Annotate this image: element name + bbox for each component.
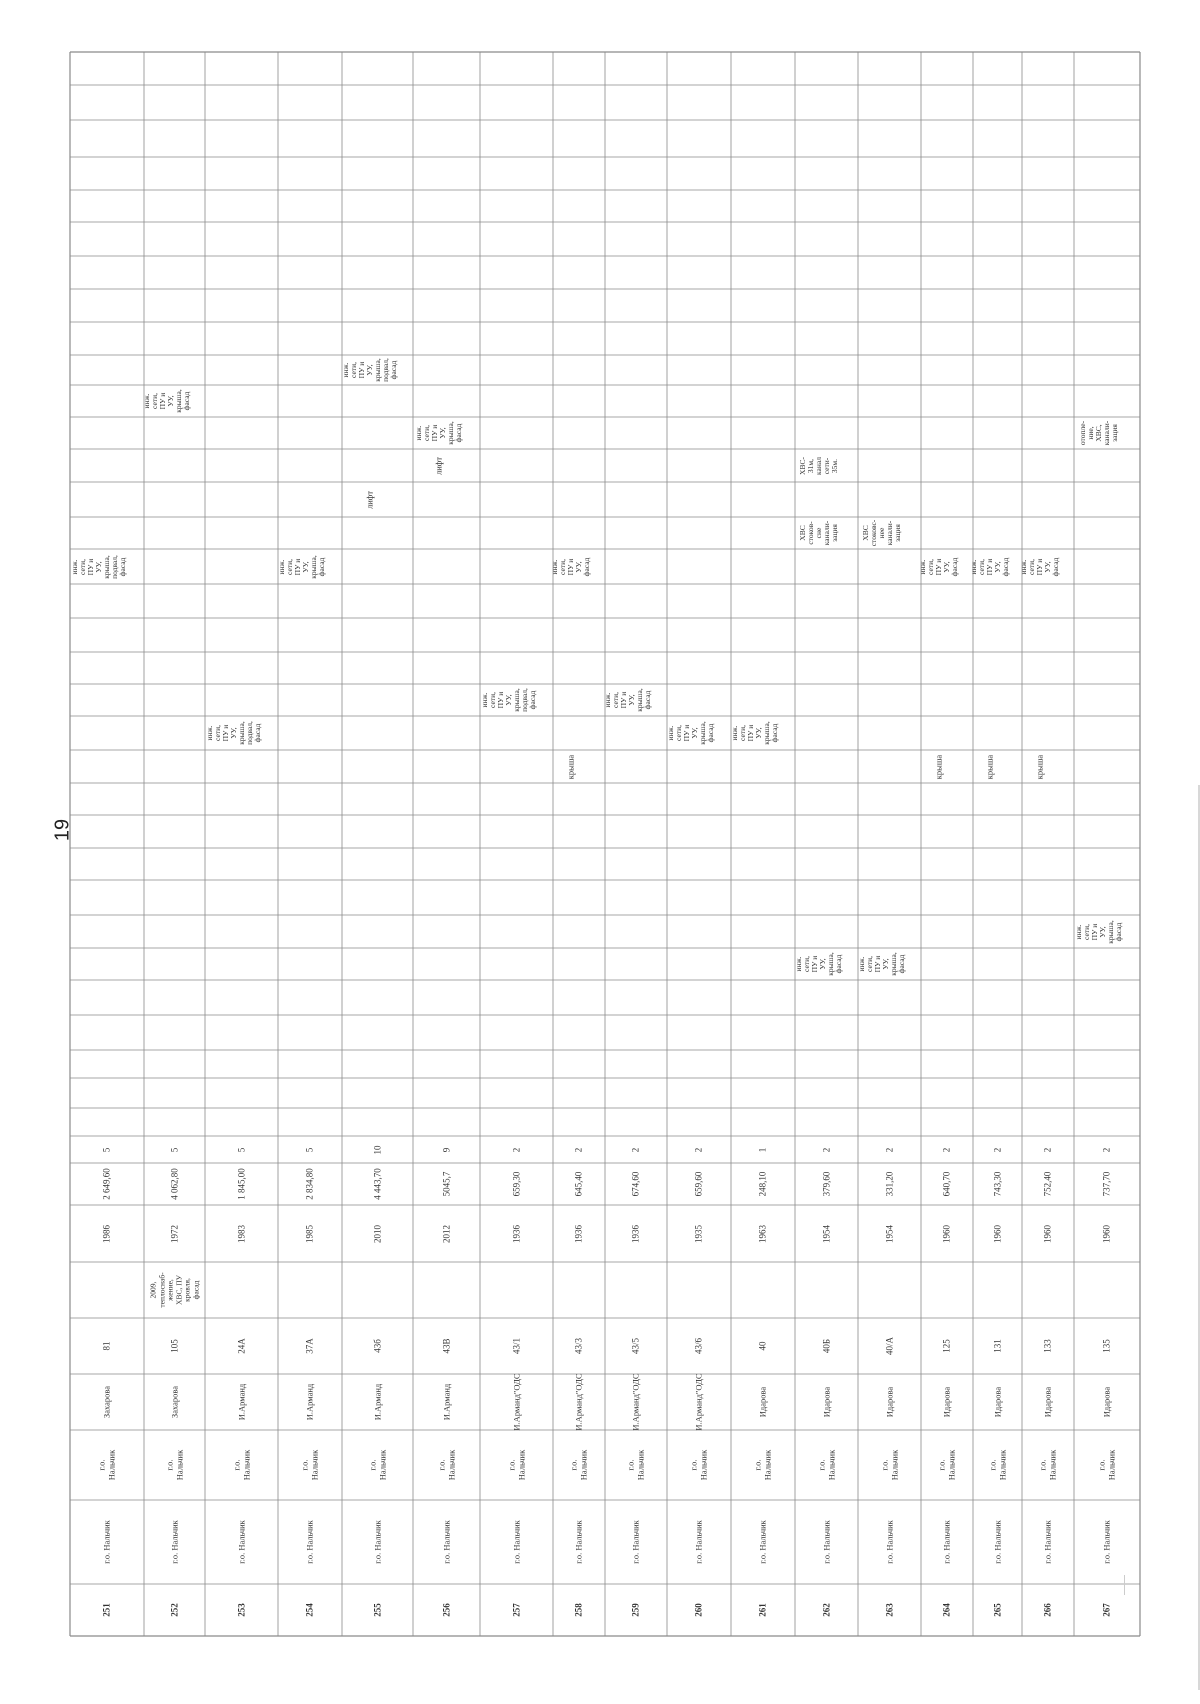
row-number: 254 bbox=[304, 1603, 315, 1617]
work-type-cell: инж. сети, ПУ и УУ, крыша, подвал, фасад bbox=[479, 688, 537, 712]
house-number-cell: 133 bbox=[1042, 1339, 1053, 1353]
area-cell: 737,70 bbox=[1101, 1171, 1112, 1197]
build-year-cell: 1960 bbox=[941, 1224, 952, 1243]
row-number: 256 bbox=[440, 1603, 451, 1617]
locality-cell: г.о. Нальчик bbox=[688, 1449, 708, 1481]
area-cell: 640,70 bbox=[941, 1171, 952, 1197]
build-year-cell: 1954 bbox=[820, 1224, 831, 1243]
floors-cell: 2 bbox=[693, 1147, 704, 1152]
work-type-cell: крыша bbox=[565, 754, 576, 779]
locality-cell: г.о. Нальчик bbox=[506, 1449, 526, 1481]
build-year-cell: 1972 bbox=[168, 1224, 179, 1243]
street-cell: И.Арманд"ОДС bbox=[693, 1373, 704, 1431]
work-type-cell: отопле- ние, ХВС, канали- зация bbox=[1078, 420, 1119, 446]
row-number: 257 bbox=[510, 1603, 521, 1617]
work-type-cell: инж. сети, ПУ и УУ, крыша, фасад bbox=[730, 721, 779, 745]
locality-cell: г.о. Нальчик bbox=[1037, 1449, 1057, 1481]
house-number-cell: 40 bbox=[757, 1341, 768, 1351]
build-year-cell: 1983 bbox=[235, 1224, 246, 1243]
area-cell: 674,60 bbox=[630, 1171, 641, 1197]
municipality-cell: г.о. Нальчик bbox=[1101, 1520, 1112, 1564]
house-number-cell: 40/А bbox=[883, 1337, 894, 1355]
row-number: 259 bbox=[630, 1603, 641, 1617]
locality-cell: г.о. Нальчик bbox=[1096, 1449, 1116, 1481]
build-year-cell: 1960 bbox=[991, 1224, 1002, 1243]
floors-cell: 2 bbox=[630, 1147, 641, 1152]
floors-cell: 1 bbox=[757, 1147, 768, 1152]
municipality-cell: г.о. Нальчик bbox=[101, 1520, 112, 1564]
build-year-cell: 1936 bbox=[630, 1224, 641, 1243]
floors-cell: 2 bbox=[1042, 1147, 1053, 1152]
house-number-cell: 131 bbox=[991, 1339, 1002, 1353]
row-number: 252 bbox=[168, 1603, 179, 1617]
municipality-cell: г.о. Нальчик bbox=[693, 1520, 704, 1564]
area-cell: 4 443,70 bbox=[371, 1168, 382, 1200]
street-cell: Захарова bbox=[168, 1385, 179, 1419]
street-cell: Идарова bbox=[820, 1386, 831, 1418]
street-cell: И.Арманд"ОДС bbox=[573, 1373, 584, 1431]
build-year-cell: 2012 bbox=[440, 1224, 451, 1243]
area-cell: 1 845,00 bbox=[235, 1168, 246, 1200]
locality-cell: г.о. Нальчик bbox=[625, 1449, 645, 1481]
work-type-cell: инж. сети, ПУ и УУ, крыша, подвал, фасад bbox=[204, 721, 262, 745]
area-cell: 659,30 bbox=[510, 1171, 521, 1197]
row-number: 253 bbox=[235, 1603, 246, 1617]
house-number-cell: 43/1 bbox=[510, 1337, 521, 1355]
street-cell: И.Арманд bbox=[235, 1383, 246, 1421]
work-type-cell: инж. сети, ПУ и УУ, крыша, фасад bbox=[856, 952, 906, 976]
row-number: 263 bbox=[883, 1603, 894, 1617]
area-cell: 379,60 bbox=[820, 1171, 831, 1197]
work-type-cell: инж. сети, ПУ и УУ, фасад bbox=[968, 557, 1010, 576]
row-number: 258 bbox=[573, 1603, 584, 1617]
municipality-cell: г.о. Нальчик bbox=[235, 1520, 246, 1564]
street-cell: И.Арманд bbox=[371, 1383, 382, 1421]
municipality-cell: г.о. Нальчик bbox=[883, 1520, 894, 1564]
floors-cell: 5 bbox=[304, 1147, 315, 1152]
work-type-cell: ХВС- 31м, канал сети- 35м. bbox=[797, 456, 839, 475]
locality-cell: г.о. Нальчик bbox=[231, 1449, 251, 1481]
locality-cell: г.о. Нальчик bbox=[752, 1449, 772, 1481]
row-number: 267 bbox=[1101, 1603, 1112, 1617]
floors-cell: 5 bbox=[168, 1147, 179, 1152]
house-number-cell: 24А bbox=[235, 1338, 246, 1354]
municipality-cell: г.о. Нальчик bbox=[757, 1520, 768, 1564]
area-cell: 645,40 bbox=[573, 1171, 584, 1197]
work-type-cell: инж. сети, ПУ и УУ, крыша, фасад bbox=[413, 421, 463, 445]
municipality-cell: г.о. Нальчик bbox=[440, 1520, 451, 1564]
row-number: 261 bbox=[757, 1603, 768, 1617]
municipality-cell: г.о. Нальчик bbox=[168, 1520, 179, 1564]
street-cell: Захарова bbox=[101, 1385, 112, 1419]
house-number-cell: 105 bbox=[168, 1339, 179, 1353]
floors-cell: 2 bbox=[991, 1147, 1002, 1152]
area-cell: 2 834,80 bbox=[304, 1168, 315, 1200]
area-cell: 4 062,80 bbox=[168, 1168, 179, 1200]
row-number: 262 bbox=[820, 1603, 831, 1617]
area-cell: 752,40 bbox=[1042, 1171, 1053, 1197]
row-number: 251 bbox=[101, 1603, 112, 1617]
street-cell: Идарова bbox=[883, 1386, 894, 1418]
locality-cell: г.о. Нальчик bbox=[164, 1449, 184, 1481]
house-number-cell: 43В bbox=[440, 1338, 451, 1354]
street-cell: Идарова bbox=[1042, 1386, 1053, 1418]
locality-cell: г.о. Нальчик bbox=[816, 1449, 836, 1481]
municipality-cell: г.о. Нальчик bbox=[573, 1520, 584, 1564]
work-type-cell: инж. сети, ПУ и УУ, фасад bbox=[550, 557, 591, 576]
locality-cell: г.о. Нальчик bbox=[936, 1449, 956, 1481]
municipality-cell: г.о. Нальчик bbox=[371, 1520, 382, 1564]
build-year-cell: 1936 bbox=[510, 1224, 521, 1243]
area-cell: 248,10 bbox=[757, 1171, 768, 1197]
municipality-cell: г.о. Нальчик bbox=[991, 1520, 1002, 1564]
work-type-cell: ХВС стоков- сне канали- зация bbox=[797, 520, 839, 546]
house-number-cell: 135 bbox=[1101, 1339, 1112, 1353]
floors-cell: 5 bbox=[101, 1147, 112, 1152]
floors-cell: 10 bbox=[371, 1145, 382, 1154]
work-type-cell: инж. сети, ПУ и УУ, крыша, фасад bbox=[666, 721, 715, 745]
municipality-cell: г.о. Нальчик bbox=[1042, 1520, 1053, 1564]
build-year-cell: 1935 bbox=[693, 1224, 704, 1243]
area-cell: 2 649,60 bbox=[101, 1168, 112, 1200]
previous-works-cell: 2009, теплоснаб- жение, ХВС, ПУ кровля, фасад bbox=[148, 1272, 200, 1308]
street-cell: И.Арманд bbox=[304, 1383, 315, 1421]
floors-cell: 2 bbox=[510, 1147, 521, 1152]
locality-cell: г.о. Нальчик bbox=[436, 1449, 456, 1481]
area-cell: 659,60 bbox=[693, 1171, 704, 1197]
work-type-cell: крыша bbox=[933, 754, 944, 779]
work-type-cell: инж. сети, ПУ и УУ, крыша, фасад bbox=[793, 952, 843, 976]
locality-cell: г.о. Нальчик bbox=[96, 1449, 116, 1481]
build-year-cell: 1963 bbox=[757, 1224, 768, 1243]
house-number-cell: 43б bbox=[371, 1339, 382, 1353]
house-number-cell: 43/5 bbox=[630, 1337, 641, 1355]
street-cell: И.Арманд"ОДС bbox=[510, 1373, 521, 1431]
build-year-cell: 1960 bbox=[1101, 1224, 1112, 1243]
row-number: 266 bbox=[1042, 1603, 1053, 1617]
work-type-cell: инж. сети, ПУ и УУ, крыша, подвал, фасад bbox=[340, 358, 398, 382]
build-year-cell: 1960 bbox=[1042, 1224, 1053, 1243]
scan-edge-mark bbox=[1124, 1575, 1125, 1595]
floors-cell: 2 bbox=[820, 1147, 831, 1152]
build-year-cell: 1954 bbox=[883, 1224, 894, 1243]
street-cell: Идарова bbox=[1101, 1386, 1112, 1418]
locality-cell: г.о. Нальчик bbox=[367, 1449, 387, 1481]
house-number-cell: 40Б bbox=[820, 1338, 831, 1354]
locality-cell: г.о. Нальчик bbox=[987, 1449, 1007, 1481]
street-cell: И.Арманд bbox=[440, 1383, 451, 1421]
locality-cell: г.о. Нальчик bbox=[879, 1449, 899, 1481]
area-cell: 743,30 bbox=[991, 1171, 1002, 1197]
work-type-cell: инж. сети, ПУ и УУ, крыша, фасад bbox=[277, 554, 326, 579]
house-number-cell: 43/6 bbox=[693, 1337, 704, 1355]
floors-cell: 2 bbox=[941, 1147, 952, 1152]
municipality-cell: г.о. Нальчик bbox=[941, 1520, 952, 1564]
floors-cell: 2 bbox=[883, 1147, 894, 1152]
street-cell: Идарова bbox=[757, 1386, 768, 1418]
locality-cell: г.о. Нальчик bbox=[568, 1449, 588, 1481]
house-number-cell: 125 bbox=[941, 1339, 952, 1353]
row-number: 260 bbox=[693, 1603, 704, 1617]
work-type-cell: лифт bbox=[432, 456, 443, 475]
street-cell: И.Арманд"ОДС bbox=[630, 1373, 641, 1431]
street-cell: Идарова bbox=[941, 1386, 952, 1418]
build-year-cell: 2010 bbox=[371, 1224, 382, 1243]
municipality-cell: г.о. Нальчик bbox=[630, 1520, 641, 1564]
work-type-cell: инж. сети, ПУ и УУ, крыша, фасад bbox=[603, 688, 652, 712]
work-type-cell: инж. сети, ПУ и УУ, фасад bbox=[1019, 557, 1060, 576]
build-year-cell: 1936 bbox=[573, 1224, 584, 1243]
build-year-cell: 1985 bbox=[304, 1224, 315, 1243]
work-type-cell: лифт bbox=[363, 490, 374, 509]
work-type-cell: инж. сети, ПУ и УУ, крыша, подвал, фасад bbox=[70, 554, 127, 579]
row-number: 265 bbox=[991, 1603, 1002, 1617]
locality-cell: г.о. Нальчик bbox=[299, 1449, 319, 1481]
work-type-cell: инж. сети, ПУ и УУ, крыша, фасад bbox=[141, 389, 191, 413]
house-number-cell: 81 bbox=[101, 1341, 112, 1351]
municipality-cell: г.о. Нальчик bbox=[304, 1520, 315, 1564]
row-number: 264 bbox=[941, 1603, 952, 1617]
municipality-cell: г.о. Нальчик bbox=[510, 1520, 521, 1564]
work-type-cell: крыша bbox=[983, 754, 994, 779]
work-type-cell: инж. сети, ПУ и УУ, фасад bbox=[918, 557, 959, 576]
house-number-cell: 43/3 bbox=[573, 1337, 584, 1355]
page-number: 19 bbox=[51, 818, 74, 842]
row-number: 255 bbox=[371, 1603, 382, 1617]
work-type-cell: ХВС стоковс- нее канали- зация bbox=[860, 519, 902, 547]
street-cell: Идарова bbox=[991, 1386, 1002, 1418]
work-type-cell: инж. сети, ПУ и УУ, крыша, фасад bbox=[1074, 919, 1123, 944]
area-cell: 5045,7 bbox=[440, 1171, 451, 1197]
house-number-cell: 37А bbox=[304, 1338, 315, 1354]
floors-cell: 2 bbox=[573, 1147, 584, 1152]
build-year-cell: 1986 bbox=[101, 1224, 112, 1243]
floors-cell: 9 bbox=[440, 1147, 451, 1152]
floors-cell: 2 bbox=[1101, 1147, 1112, 1152]
floors-cell: 5 bbox=[235, 1147, 246, 1152]
municipality-cell: г.о. Нальчик bbox=[820, 1520, 831, 1564]
work-type-cell: крыша bbox=[1034, 754, 1045, 779]
area-cell: 331,20 bbox=[883, 1171, 894, 1197]
